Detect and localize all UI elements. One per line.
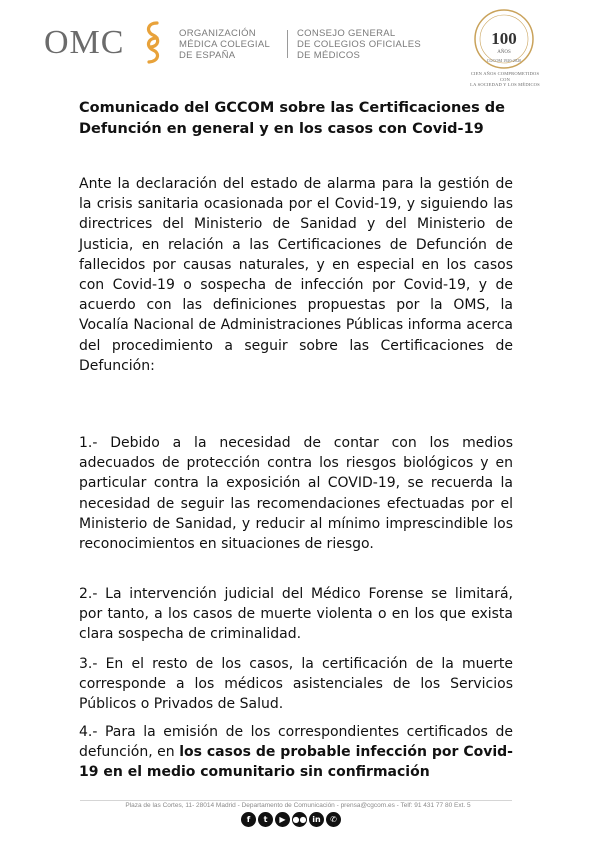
seal-caption-line: CIEN AÑOS COMPROMETIDOS CON [470,71,540,82]
org-name [179,28,270,61]
org-line: DE ESPAÑA [179,50,236,61]
org-line: MÉDICA COLEGIAL [179,39,271,50]
linkedin-icon[interactable]: in [309,812,324,827]
footer-divider [80,800,512,801]
council-line: DE COLEGIOS OFICIALES [297,39,422,50]
point-3-paragraph: 3.- En el resto de los casos, la certificación de la muerte corresponde a los médicos asistenciales de los Servicios Públicos o Privados de Salud. [79,656,513,713]
point-4-bold-text: los casos de probable infección por Covid-19 en el medio comunitario sin confirmación [79,744,513,781]
svg-text:100: 100 [491,29,517,48]
omc-logo-text: OMC [44,24,125,61]
svg-text:CGCOM 1920-2020: CGCOM 1920-2020 [486,58,522,63]
omc-emblem-icon [143,20,163,66]
twitter-icon[interactable]: t [258,812,273,827]
council-name [297,28,421,61]
youtube-icon[interactable]: ▶ [275,812,290,827]
point-1-paragraph: 1.- Debido a la necesidad de contar con los medios adecuados de protección contra los riesgos biológicos y en particular contra la exposición al COVID-19, se recuerda la necesidad de seguir las recomendaciones efectuadas por el Ministerio de Sanidad, y reducir al mínimo imprescindible los reconocimientos en situaciones de riesgo. [79,435,513,553]
social-links [241,812,341,828]
seal-caption [466,71,544,88]
header-divider [287,30,288,58]
footer-address: Plaza de las Cortes, 11- 28014 Madrid - Departamento de Comunicación - prensa@cgcom.es - Telf: 91 431 77 80 Ext. 5 [125,802,471,809]
intro-paragraph: Ante la declaración del estado de alarma para la gestión de la crisis sanitaria ocasionada por el Covid-19, y siguiendo las directrices del Ministerio de Sanidad y del Ministerio de Justicia, en relación a las Certificaciones de Defunción de fallecidos por causas naturales, y en especial en los casos con Covid-19 o sospecha de infección por Covid-19, y de acuerdo con las definiciones propuestas por la OMS, la Vocalía Nacional de Administraciones Públicas informa acerca del procedimiento a seguir sobre las Certificaciones de Defunción: [79,176,513,374]
point-4-paragraph [79,722,513,783]
centenary-seal-icon [473,8,535,70]
flickr-icon[interactable]: ●● [292,812,307,827]
council-line: DE MÉDICOS [297,50,361,61]
point-4-text: 4.- Para la emisión de los correspondientes certificados de defunción, en [79,724,513,761]
seal-caption-line: LA SOCIEDAD Y LOS MÉDICOS [470,82,540,87]
svg-text:AÑOS: AÑOS [497,50,511,55]
letterhead [0,0,596,90]
point-2-paragraph: 2.- La intervención judicial del Médico Forense se limitará, por tanto, a los casos de muerte violenta o en los que exista clara sospecha de criminalidad. [79,586,513,643]
council-line: CONSEJO GENERAL [297,28,396,39]
document-title: Comunicado del GCCOM sobre las Certificaciones de Defunción en general y en los casos con Covid-19 [79,100,505,137]
whatsapp-icon[interactable]: ✆ [326,812,341,827]
org-line: ORGANIZACIÓN [179,28,256,39]
facebook-icon[interactable]: f [241,812,256,827]
